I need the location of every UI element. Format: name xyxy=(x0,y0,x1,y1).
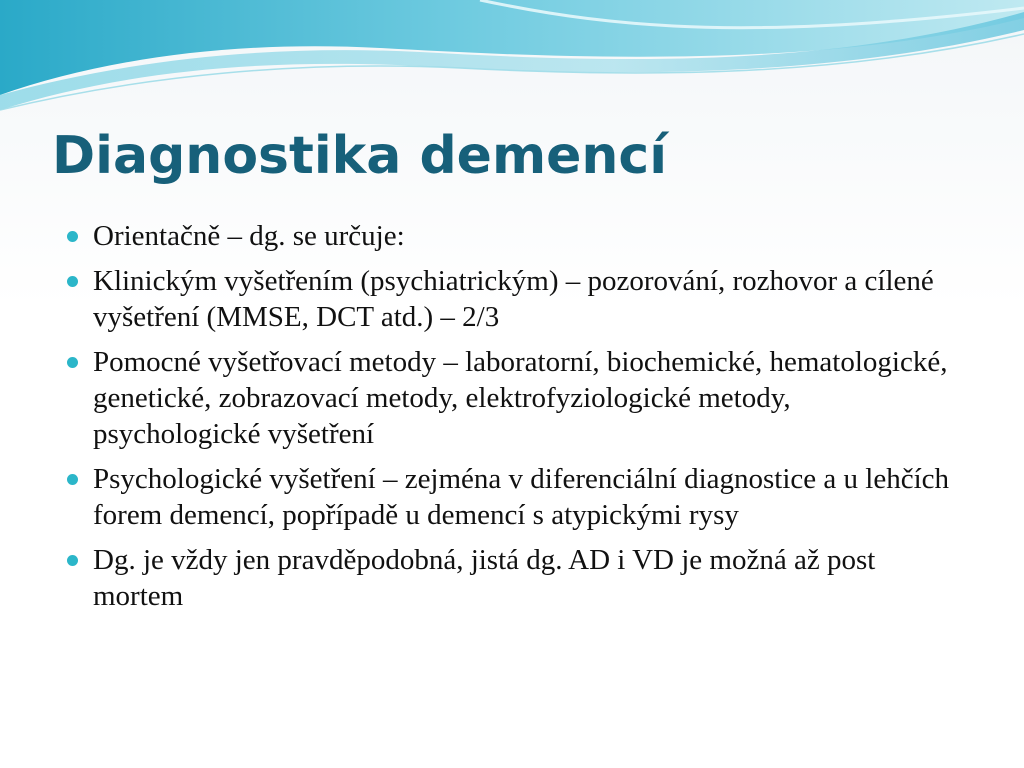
bullet-dot-icon xyxy=(67,357,78,368)
bullet-text: Psychologické vyšetření – zejména v diferenciální diagnostice a u lehčích forem demencí, popřípadě u demencí s atypickými rysy xyxy=(93,463,949,531)
bullet-text: Orientačně – dg. se určuje: xyxy=(93,220,405,252)
bullet-dot-icon xyxy=(67,231,78,242)
bullet-dot-icon xyxy=(67,555,78,566)
list-item xyxy=(62,461,962,533)
list-item xyxy=(62,263,962,335)
slide-title: Diagnostika demencí xyxy=(52,126,668,186)
bullet-list xyxy=(62,218,962,623)
header-wave-decoration xyxy=(0,0,1024,120)
bullet-dot-icon xyxy=(67,474,78,485)
list-item xyxy=(62,344,962,452)
bullet-text: Pomocné vyšetřovací metody – laboratorní, biochemické, hematologické, genetické, zobrazovací metody, elektrofyziologické metody, psychologické vyšetření xyxy=(93,346,948,450)
bullet-text: Dg. je vždy jen pravděpodobná, jistá dg. AD i VD je možná až post mortem xyxy=(93,544,876,612)
bullet-text: Klinickým vyšetřením (psychiatrickým) – pozorování, rozhovor a cílené vyšetření (MMSE, DCT atd.) – 2/3 xyxy=(93,265,934,333)
list-item xyxy=(62,218,962,254)
bullet-dot-icon xyxy=(67,276,78,287)
list-item xyxy=(62,542,962,614)
